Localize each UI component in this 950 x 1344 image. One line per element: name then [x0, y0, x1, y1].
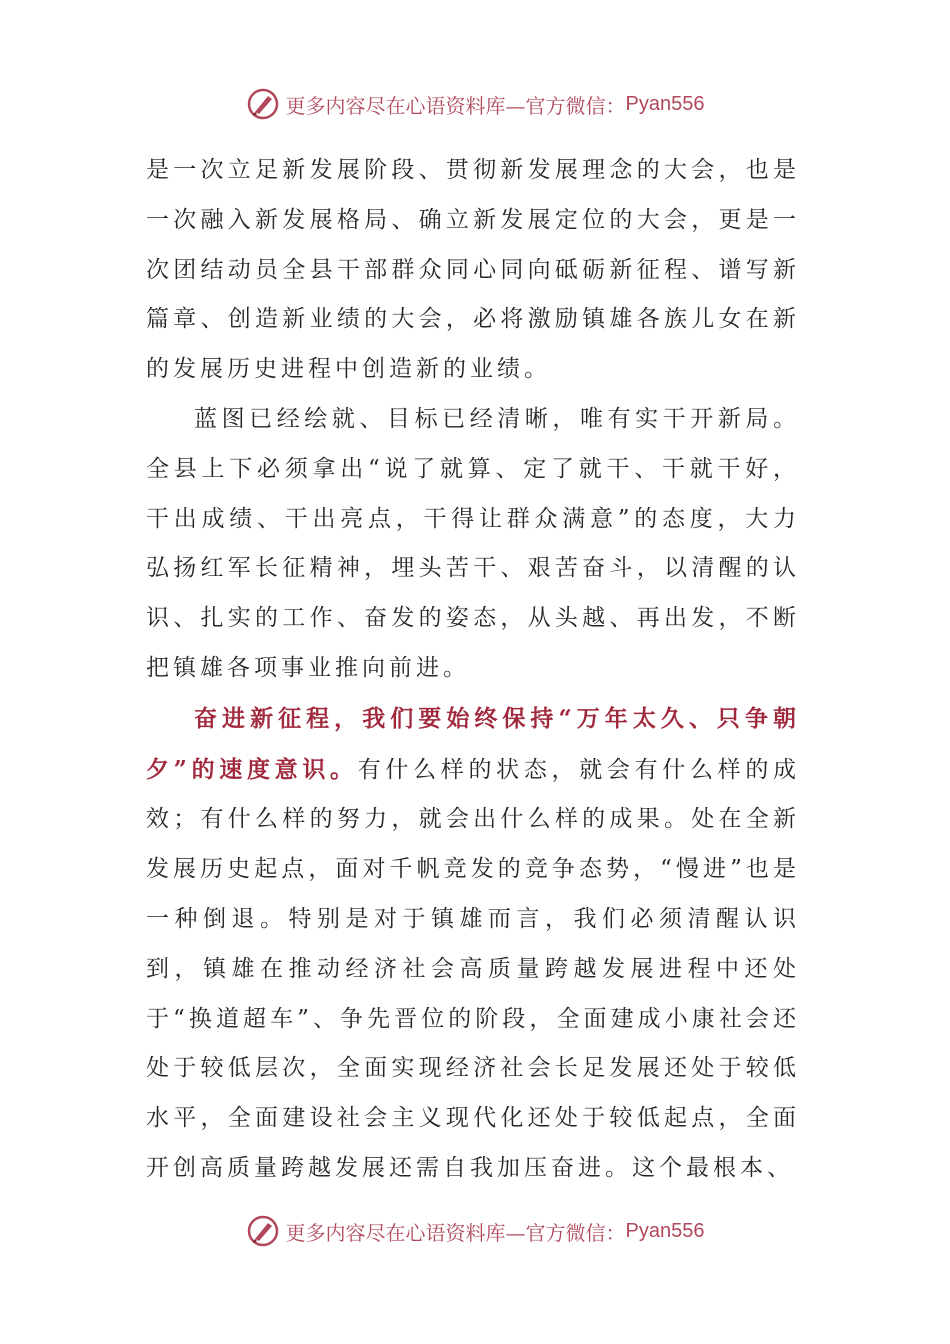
pen-logo-icon: [246, 87, 280, 121]
pen-logo-icon: [246, 1214, 280, 1248]
document-body: [146, 146, 800, 1194]
header-banner-text: 更多内容尽在心语资料库—官方微信：: [285, 93, 626, 118]
header-banner: [0, 84, 950, 124]
paragraph-3-text: 有什么样的状态，就会有什么样的成效；有什么样的努力，就会出什么样的成果。处在全新发展历史起点，面对千帆竞发的竞争态势，“慢进”也是一种倒退。特别是对于镇雄而言，我们必须清醒认识到，镇雄在推动经济社会高质量跨越发展进程中还处于“换道超车”、争先晋位的阶段，全面建成小康社会还处于较低层次，全面实现经济社会长足发展还处于较低水平，全面建设社会主义现代化还处于较低起点，全面开创高质量跨越发展还需自我加压奋进。这个最根本、: [146, 756, 801, 1181]
paragraph-3: [146, 694, 800, 1194]
paragraph-3-highlight: 奋进新征程，我们要始终保持“万年太久、只争朝夕”的速度意识。: [146, 704, 800, 783]
footer-banner-handle: Pyan556: [625, 1219, 705, 1242]
paragraph-1: 是一次立足新发展阶段、贯彻新发展理念的大会，也是一次融入新发展格局、确立新发展定位的大会，更是一次团结动员全县干部群众同心同向砥砺新征程、谱写新篇章、创造新业绩的大会，必将激励镇雄各族儿女在新的发展历史进程中创造新的业绩。: [146, 157, 800, 383]
footer-banner: [0, 1211, 950, 1251]
header-banner-handle: Pyan556: [625, 92, 705, 115]
footer-banner-text: 更多内容尽在心语资料库—官方微信：: [285, 1220, 626, 1245]
paragraph-2: 蓝图已经绘就、目标已经清晰，唯有实干开新局。全县上下必须拿出“说了就算、定了就干、干就干好，干出成绩、干出亮点，干得让群众满意”的态度，大力弘扬红军长征精神，埋头苦干、艰苦奋斗，以清醒的认识、扎实的工作、奋发的姿态，从头越、再出发，不断把镇雄各项事业推向前进。: [146, 405, 800, 681]
